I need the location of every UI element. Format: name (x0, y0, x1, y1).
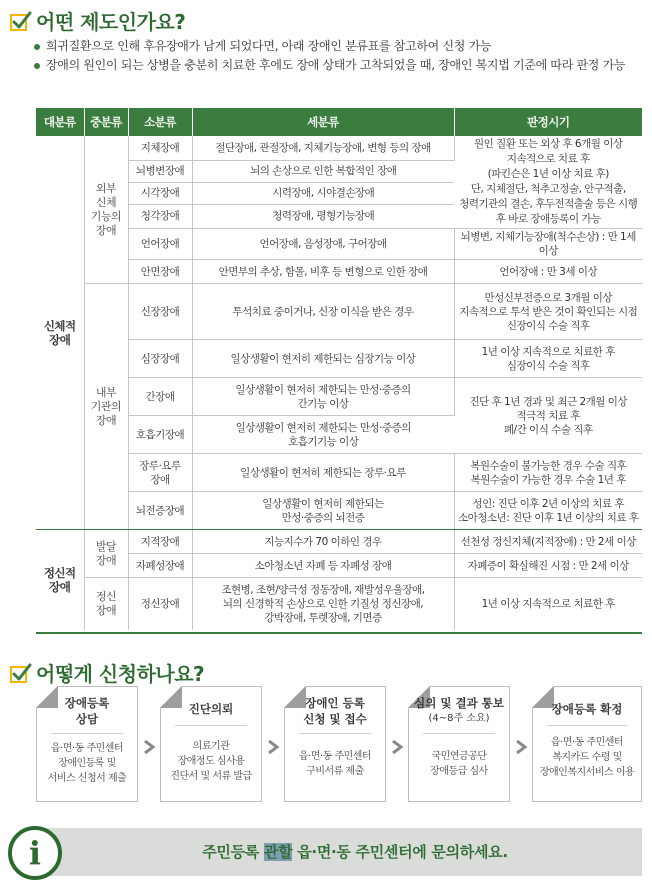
info-letter: i (28, 834, 42, 872)
header-timing: 판정시기 (454, 108, 642, 136)
timing-stoma: 복원수술이 불가능한 경우 수술 직후 복원수술이 가능한 경우 수술 1년 후 (454, 454, 642, 492)
chevron-right-icon (266, 740, 280, 754)
step-title: 장애등록 상담 (64, 696, 110, 726)
info-text-post: 읍·면·동 주민센터에 문의하세요. (292, 843, 508, 861)
bullet-item: 장애의 원인이 되는 상병을 충분히 치료한 후에도 장애 상태가 고착되었을 때, 장애인 복지법 기준에 따라 판정 가능 (34, 57, 642, 74)
timing-intellectual: 선천성 정신지체(지적장애) : 만 2세 이상 (454, 530, 642, 554)
minor-cell: 간장애 (128, 378, 192, 416)
detail-cell: 일상생활이 현저히 제한되는 만성·중증의 뇌전증 (192, 492, 454, 530)
detail-cell: 언어장애, 음성장애, 구어장애 (192, 229, 454, 260)
middle-internal: 내부 기관의 장애 (84, 284, 128, 530)
major-mental: 정신적 장애 (36, 530, 84, 630)
step-subtitle: (4~8주 소요) (428, 713, 490, 724)
detail-cell: 일상생활이 현저히 제한되는 만성·중증의 간기능 이상 (192, 378, 454, 416)
divider (299, 733, 371, 734)
minor-cell: 뇌전증장애 (128, 492, 192, 530)
minor-cell: 시각장애 (128, 182, 192, 204)
step-title: 진단의뢰 (188, 702, 234, 716)
step-title: 장애등록 확정 (551, 702, 623, 716)
header-minor: 소분류 (128, 108, 192, 136)
detail-cell: 일상생활이 현저히 제한되는 만성·중증의 호흡기기능 이상 (192, 416, 454, 454)
info-text-pre: 주민등록 (202, 843, 264, 861)
section-title: 어떻게 신청하나요? (36, 662, 205, 686)
timing-liver-resp: 진단 후 1년 경과 및 최근 2개월 이상 적극적 치료 후 폐/간 이식 수술 직후 (454, 378, 642, 454)
divider (547, 725, 627, 726)
table-bottom-rule (36, 632, 642, 634)
application-steps (36, 686, 642, 804)
table-row (36, 136, 642, 160)
info-banner (8, 826, 642, 878)
minor-cell: 자폐성장애 (128, 554, 192, 578)
detail-cell: 뇌의 손상으로 인한 복합적인 장애 (192, 160, 454, 182)
step-title: 장애인 등록 신청 및 접수 (303, 696, 367, 726)
chevron-right-icon (142, 740, 156, 754)
minor-cell: 심장장애 (128, 340, 192, 378)
timing-external: 원인 질환 또는 외상 후 6개월 이상 지속적으로 치료 후 (파킨슨은 1년 이상 치료 후) 단, 지체절단, 척추고정술, 안구적출, 청력기관의 결손, 후두전적출술 등은 시행 후 바로 장애등록이 가능 (454, 136, 642, 229)
divider (423, 733, 495, 734)
detail-cell: 청력장애, 평형기능장애 (192, 204, 454, 228)
detail-cell: 소아청소년 자폐 등 자폐성 장애 (192, 554, 454, 578)
timing-kidney: 만성신부전증으로 3개월 이상 지속적으로 투석 받은 것이 확인되는 시점 신장이식 수술 직후 (454, 284, 642, 340)
step-desc: 읍·면·동 주민센터 복지카드 수령 및 장애인복지서비스 이용 (539, 737, 635, 778)
detail-cell: 안면부의 추상, 함몰, 비후 등 변형으로 인한 장애 (192, 260, 454, 284)
step-desc: 의료기관 장애정도 심사용 진단서 및 서류 발급 (170, 741, 252, 782)
detail-cell: 지능지수가 70 이하인 경우 (192, 530, 454, 554)
chevron-right-icon (514, 740, 528, 754)
minor-cell: 언어장애 (128, 229, 192, 260)
step-card (532, 686, 642, 802)
step-desc: 읍·면·동 주민센터 구비서류 제출 (298, 751, 372, 777)
timing-mental: 1년 이상 지속적으로 치료한 후 (481, 597, 615, 610)
info-icon (8, 826, 62, 880)
table-row (36, 284, 642, 340)
detail-cell: 투석치료 중이거나, 신장 이식을 받은 경우 (192, 284, 454, 340)
detail-cell: 일상생활이 현저히 제한되는 장루·요루 (192, 454, 454, 492)
detail-cell: 조현병, 조현/양극성 정동장애, 재발성우울장애, 뇌의 신경학적 손상으로 인한 기질성 정신장애, 강박장애, 투렛장애, 기면증 (192, 578, 454, 630)
chevron-right-icon (390, 740, 404, 754)
table-row (36, 578, 642, 630)
table-header-row (36, 108, 642, 136)
detail-cell: 시력장애, 시야결손장애 (192, 182, 454, 204)
middle-developmental: 발달 장애 (84, 530, 128, 578)
detail-cell: 절단장애, 관절장애, 지체기능장애, 변형 등의 장애 (192, 136, 454, 160)
timing-brain: 뇌병변, 지체기능장애(척수손상) : 만 1세 이상 (454, 229, 642, 260)
minor-cell: 정신장애 (128, 578, 192, 630)
minor-cell: 청각장애 (128, 204, 192, 228)
header-detail: 세분류 (192, 108, 454, 136)
step-card (284, 686, 386, 802)
timing-heart: 1년 이상 지속적으로 치료한 후 심장이식 수술 직후 (454, 340, 642, 378)
table-row (36, 530, 642, 554)
intro-bullets (34, 38, 642, 76)
disability-classification-table (36, 108, 642, 630)
minor-cell: 뇌병변장애 (128, 160, 192, 182)
divider (51, 733, 123, 734)
timing-autism: 자폐증이 확실해진 시점 : 만 2세 이상 (454, 554, 642, 578)
section-heading-what (10, 6, 185, 35)
minor-cell: 지체장애 (128, 136, 192, 160)
major-physical: 신체적 장애 (36, 136, 84, 530)
bullet-item: 희귀질환으로 인해 후유장애가 남게 되었다면, 아래 장애인 분류표를 참고하여 신청 가능 (34, 38, 642, 55)
step-card (36, 686, 138, 802)
middle-external: 외부 신체 기능의 장애 (84, 136, 128, 284)
minor-cell: 장루·요루 장애 (128, 454, 192, 492)
minor-cell: 신장장애 (128, 284, 192, 340)
info-text-highlight: 관할 (263, 843, 293, 861)
step-card (408, 686, 510, 802)
middle-psychiatric: 정신 장애 (84, 578, 128, 630)
header-middle: 중분류 (84, 108, 128, 136)
step-desc: 읍·면·동 주민센터 장애인등록 및 서비스 신청서 제출 (47, 743, 127, 784)
timing-epilepsy: 성인: 진단 이후 2년 이상의 치료 후 소아청소년: 진단 이후 1년 이상의 치료 후 (454, 492, 642, 530)
divider (175, 725, 247, 726)
minor-cell: 안면장애 (128, 260, 192, 284)
step-desc: 국민연금공단 장애등급 심사 (430, 751, 488, 777)
minor-cell: 지적장애 (128, 530, 192, 554)
header-major: 대분류 (36, 108, 84, 136)
timing-speech: 언어장애 : 만 3세 이상 (454, 260, 642, 284)
detail-cell: 일상생활이 현저히 제한되는 심장기능 이상 (192, 340, 454, 378)
info-text (68, 828, 642, 876)
section-title: 어떤 제도인가요? (36, 10, 186, 34)
step-title (409, 695, 509, 727)
step-title-text: 심의 및 결과 통보 (414, 696, 504, 710)
step-card (160, 686, 262, 802)
minor-cell: 호흡기장애 (128, 416, 192, 454)
checkbox-icon (10, 11, 30, 31)
checkbox-icon (10, 663, 30, 683)
section-heading-how (10, 658, 204, 687)
